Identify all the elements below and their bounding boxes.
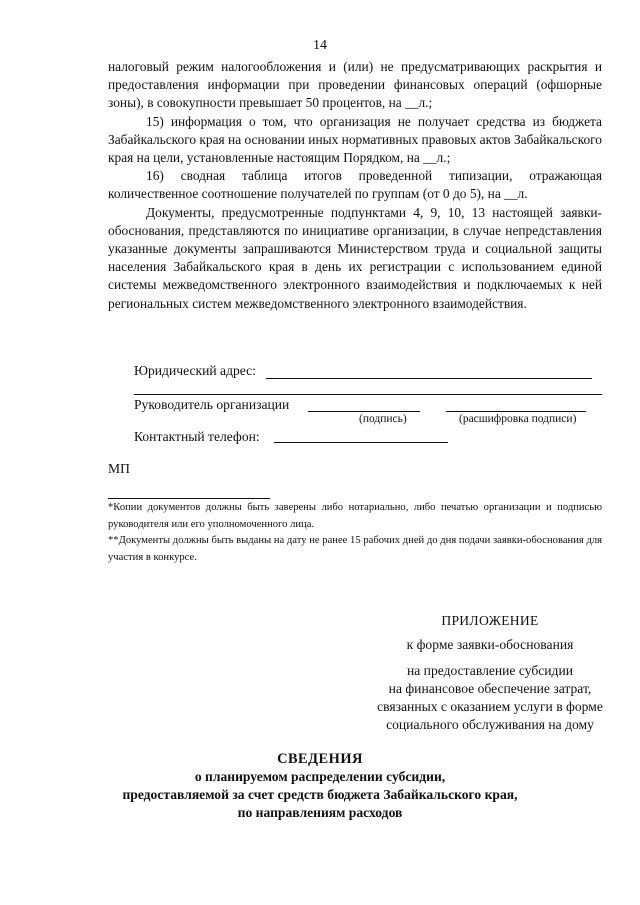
heading-line-3: по направлениям расходов	[237, 805, 403, 820]
footnote-1: *Копии документов должны быть заверены либо нотариально, либо печатью организации и подписью руководителя или его уполномоченного лица.	[108, 502, 602, 530]
head-label: Руководитель организации	[134, 397, 290, 412]
footnotes	[108, 500, 602, 566]
document-body	[108, 58, 602, 313]
footnote-2: **Документы должны быть выданы на дату не ранее 15 рабочих дней до дня подачи заявки-обоснования для участия в конкурсе.	[108, 535, 602, 563]
page-number: 14	[313, 38, 327, 53]
signature-line	[308, 411, 420, 412]
phone-line	[274, 442, 448, 443]
legal-address-label: Юридический адрес:	[134, 363, 256, 378]
seal-label: МП	[108, 461, 130, 476]
appendix-line-5: социального обслуживания на дому	[386, 717, 594, 732]
decryption-caption: (расшифровка подписи)	[459, 413, 577, 425]
appendix-title: ПРИЛОЖЕНИЕ	[441, 613, 539, 628]
appendix-line-1: к форме заявки-обоснования	[406, 637, 574, 652]
appendix-line-4: связанных с оказанием услуги в форме	[377, 699, 603, 714]
paragraph-item-15: 15) информация о том, что организация не получает средства из бюджета Забайкальского края на основании иных нормативных правовых актов Забайкальского края на цели, установленные настоящим Порядком, на __л.;	[108, 113, 602, 166]
heading-title: СВЕДЕНИЯ	[277, 751, 363, 767]
phone-label: Контактный телефон:	[134, 429, 260, 444]
heading-line-1: о планируемом распределении субсидии,	[194, 769, 446, 784]
appendix-line-3: на финансовое обеспечение затрат,	[388, 681, 592, 696]
decryption-line	[446, 411, 586, 412]
paragraph-item-16: 16) сводная таблица итогов проведенной типизации, отражающая количественное соотношение получателей по группам (от 0 до 5), на __л.	[108, 168, 602, 202]
signature-caption: (подпись)	[359, 413, 407, 425]
footnote-separator	[108, 498, 270, 499]
legal-address-line	[266, 378, 592, 379]
paragraph-documents: Документы, предусмотренные подпунктами 4, 9, 10, 13 настоящей заявки-обоснования, представляются по инициативе организации, в случае непредставления указанные документы запрашиваются Министерством труда и социальной защиты населения Забайкальского края в день их регистрации с использованием единой системы межведомственного электронного взаимодействия и подключаемых к ней региональных систем межведомственного электронного взаимодействия.	[108, 204, 602, 311]
paragraph-offshore: налоговый режим налогообложения и (или) не предусматривающих раскрытия и предоставления информации при проведении финансовых операций (офшорные зоны), в совокупности превышает 50 процентов, на __л.;	[108, 59, 602, 111]
legal-address-line-2	[134, 394, 602, 395]
heading-line-2: предоставляемой за счет средств бюджета Забайкальского края,	[122, 787, 518, 802]
appendix-line-2: на предоставление субсидии	[406, 663, 574, 678]
